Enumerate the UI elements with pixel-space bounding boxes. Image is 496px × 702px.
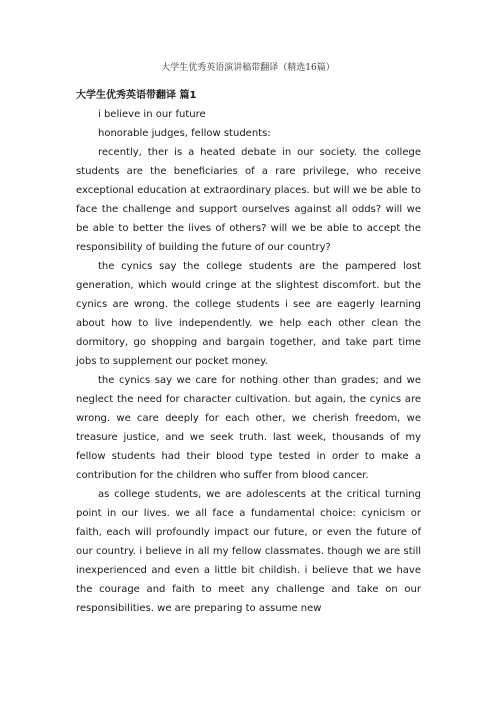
speech-title: i believe in our future: [98, 109, 206, 120]
paragraph: the cynics say the college students are the pampered lost generation, which would cringe at the slightest discomfort. but the cynics are wrong. the college students i see are eagerly learning about how to live independently. we help each other clean the dormitory, go shopping and bargain together, and take part time jobs to supplement our pocket money.: [76, 261, 421, 367]
page-header-title: 大学生优秀英语演讲稿带翻译（精选16篇）: [161, 63, 335, 73]
paragraph: as college students, we are adolescents at the critical turning point in our lives. we all face a fundamental choice: cynicism or faith, each will profoundly impact our future, or even the future of our country. i believe in all my fellow classmates. though we are still inexperienced and even a little bit childish. i believe that we have the courage and faith to meet any challenge and take on our responsibilities. we are preparing to assume new: [76, 489, 421, 614]
salutation: honorable judges, fellow students:: [98, 128, 271, 139]
section-heading: 大学生优秀英语带翻译 篇1: [76, 90, 197, 101]
paragraph: recently, ther is a heated debate in our society. the college students are the beneficiaries of a rare privilege, who receive exceptional education at extraordinary places. but will we be able to face the challenge and support ourselves against all odds? will we be able to better the lives of others? will we be able to accept the responsibility of building the future of our country?: [76, 147, 421, 253]
paragraph: the cynics say we care for nothing other than grades; and we neglect the need for character cultivation. but again, the cynics are wrong. we care deeply for each other, we cherish freedom, we treasure justice, and we seek truth. last week, thousands of my fellow students had their blood type tested in order to make a contribution for the children who suffer from blood cancer.: [76, 375, 421, 481]
article-body: [76, 86, 421, 618]
